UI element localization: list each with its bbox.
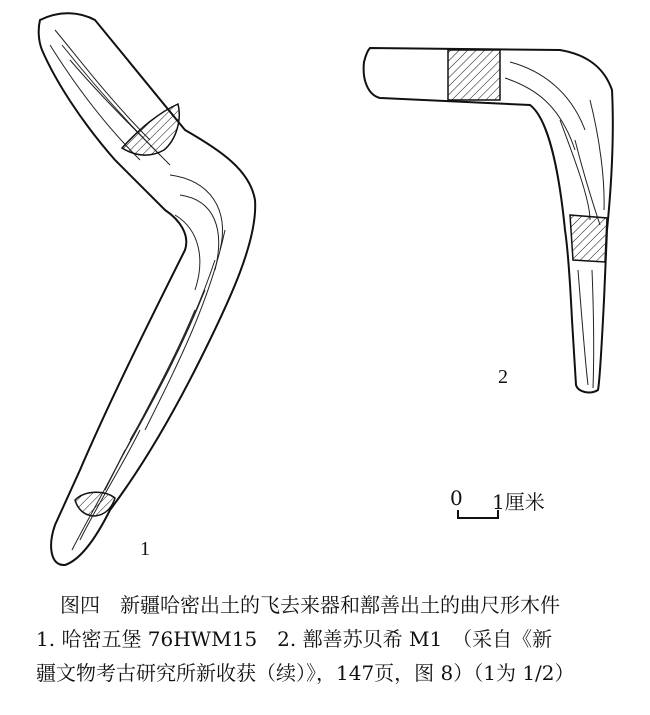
l-shaped-artifact	[364, 48, 613, 392]
scale-end-label: 1厘米	[492, 490, 545, 514]
boomerang-outline	[39, 13, 256, 565]
scale-start-label: 0	[450, 486, 463, 510]
caption-line-2: 1. 哈密五堡 76HWM15 2. 鄯善苏贝希 M1 （采自《新	[36, 627, 553, 651]
l-shaped-section-top	[448, 50, 500, 100]
boomerang-artifact	[39, 13, 256, 565]
caption-line-3: 疆文物考古研究所新收获（续）》，147页，图 8）（1为 1/2）	[36, 661, 575, 685]
l-shaped-section-vertical	[570, 215, 607, 262]
artifact-2-label: 2	[498, 366, 508, 388]
artifact-1-label: 1	[140, 538, 150, 560]
caption-line-1: 图四 新疆哈密出土的飞去来器和鄯善出土的曲尺形木件	[60, 593, 560, 617]
